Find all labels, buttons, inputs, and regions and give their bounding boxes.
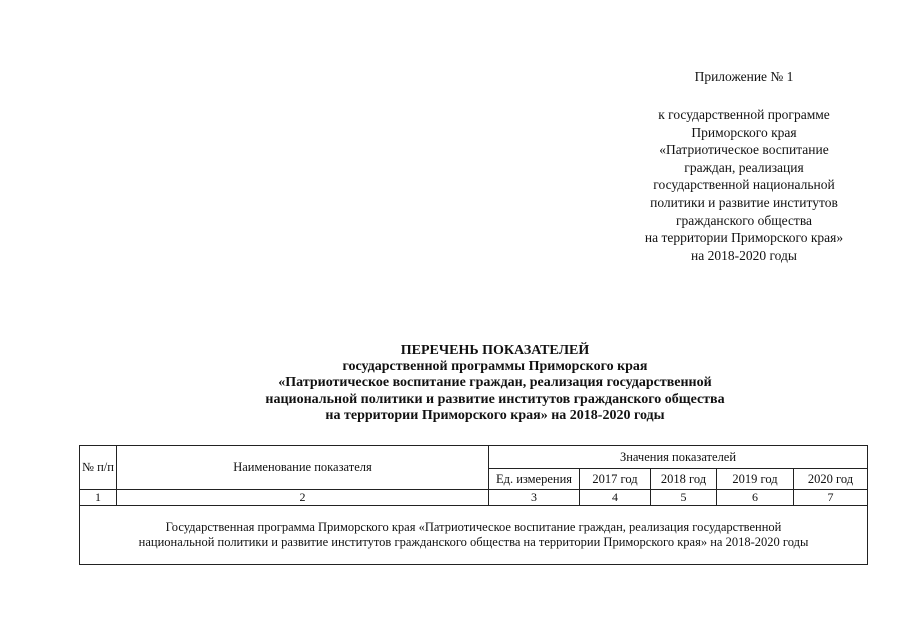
program-cell [80, 506, 868, 565]
header-year: 2018 год [651, 469, 717, 490]
table-header-row [80, 446, 868, 469]
header-unit: Ед. измерения [489, 469, 580, 490]
header-values-group: Значения показателей [489, 446, 868, 469]
appendix-basis [610, 106, 878, 264]
column-number: 6 [717, 490, 794, 506]
header-year: 2017 год [580, 469, 651, 490]
appendix-line: государственной национальной [653, 177, 835, 193]
column-number-row [80, 490, 868, 506]
program-title-line: Государственная программа Приморского края «Патриотическое воспитание граждан, реализация государственной [165, 519, 782, 534]
appendix-line: на территории Приморского края» [644, 230, 844, 246]
column-number: 7 [794, 490, 868, 506]
indicators-table [79, 445, 868, 565]
column-number: 1 [80, 490, 117, 506]
appendix-line: к государственной программе [658, 107, 830, 122]
appendix-line: политики и развитие институтов [650, 194, 838, 210]
document-heading [180, 343, 810, 424]
appendix-title: Приложение № 1 [694, 69, 794, 84]
appendix-line: гражданского общества [675, 212, 813, 228]
heading-line: национальной политики и развитие институтов гражданского общества [265, 391, 725, 407]
heading-line: государственной программы Приморского края [342, 359, 648, 375]
appendix-line: «Патриотическое воспитание [659, 142, 829, 158]
column-number: 4 [580, 490, 651, 506]
column-number: 3 [489, 490, 580, 506]
header-name: Наименование показателя [117, 446, 489, 490]
program-title-line: национальной политики и развитие институтов гражданского общества на территории Приморского края» на 2018-2020 годы [138, 535, 809, 549]
appendix-line: граждан, реализация [684, 159, 804, 175]
heading-title: ПЕРЕЧЕНЬ ПОКАЗАТЕЛЕЙ [400, 343, 590, 358]
column-number: 5 [651, 490, 717, 506]
header-year: 2020 год [794, 469, 868, 490]
appendix-line: на 2018-2020 годы [691, 247, 797, 263]
column-number: 2 [117, 490, 489, 506]
heading-line: на территории Приморского края» на 2018-2020 годы [325, 407, 665, 423]
appendix-line: Приморского края [691, 124, 797, 140]
header-year: 2019 год [717, 469, 794, 490]
program-row [80, 506, 868, 565]
header-num: № п/п [80, 446, 117, 490]
heading-line: «Патриотическое воспитание граждан, реализация государственной [278, 375, 712, 391]
